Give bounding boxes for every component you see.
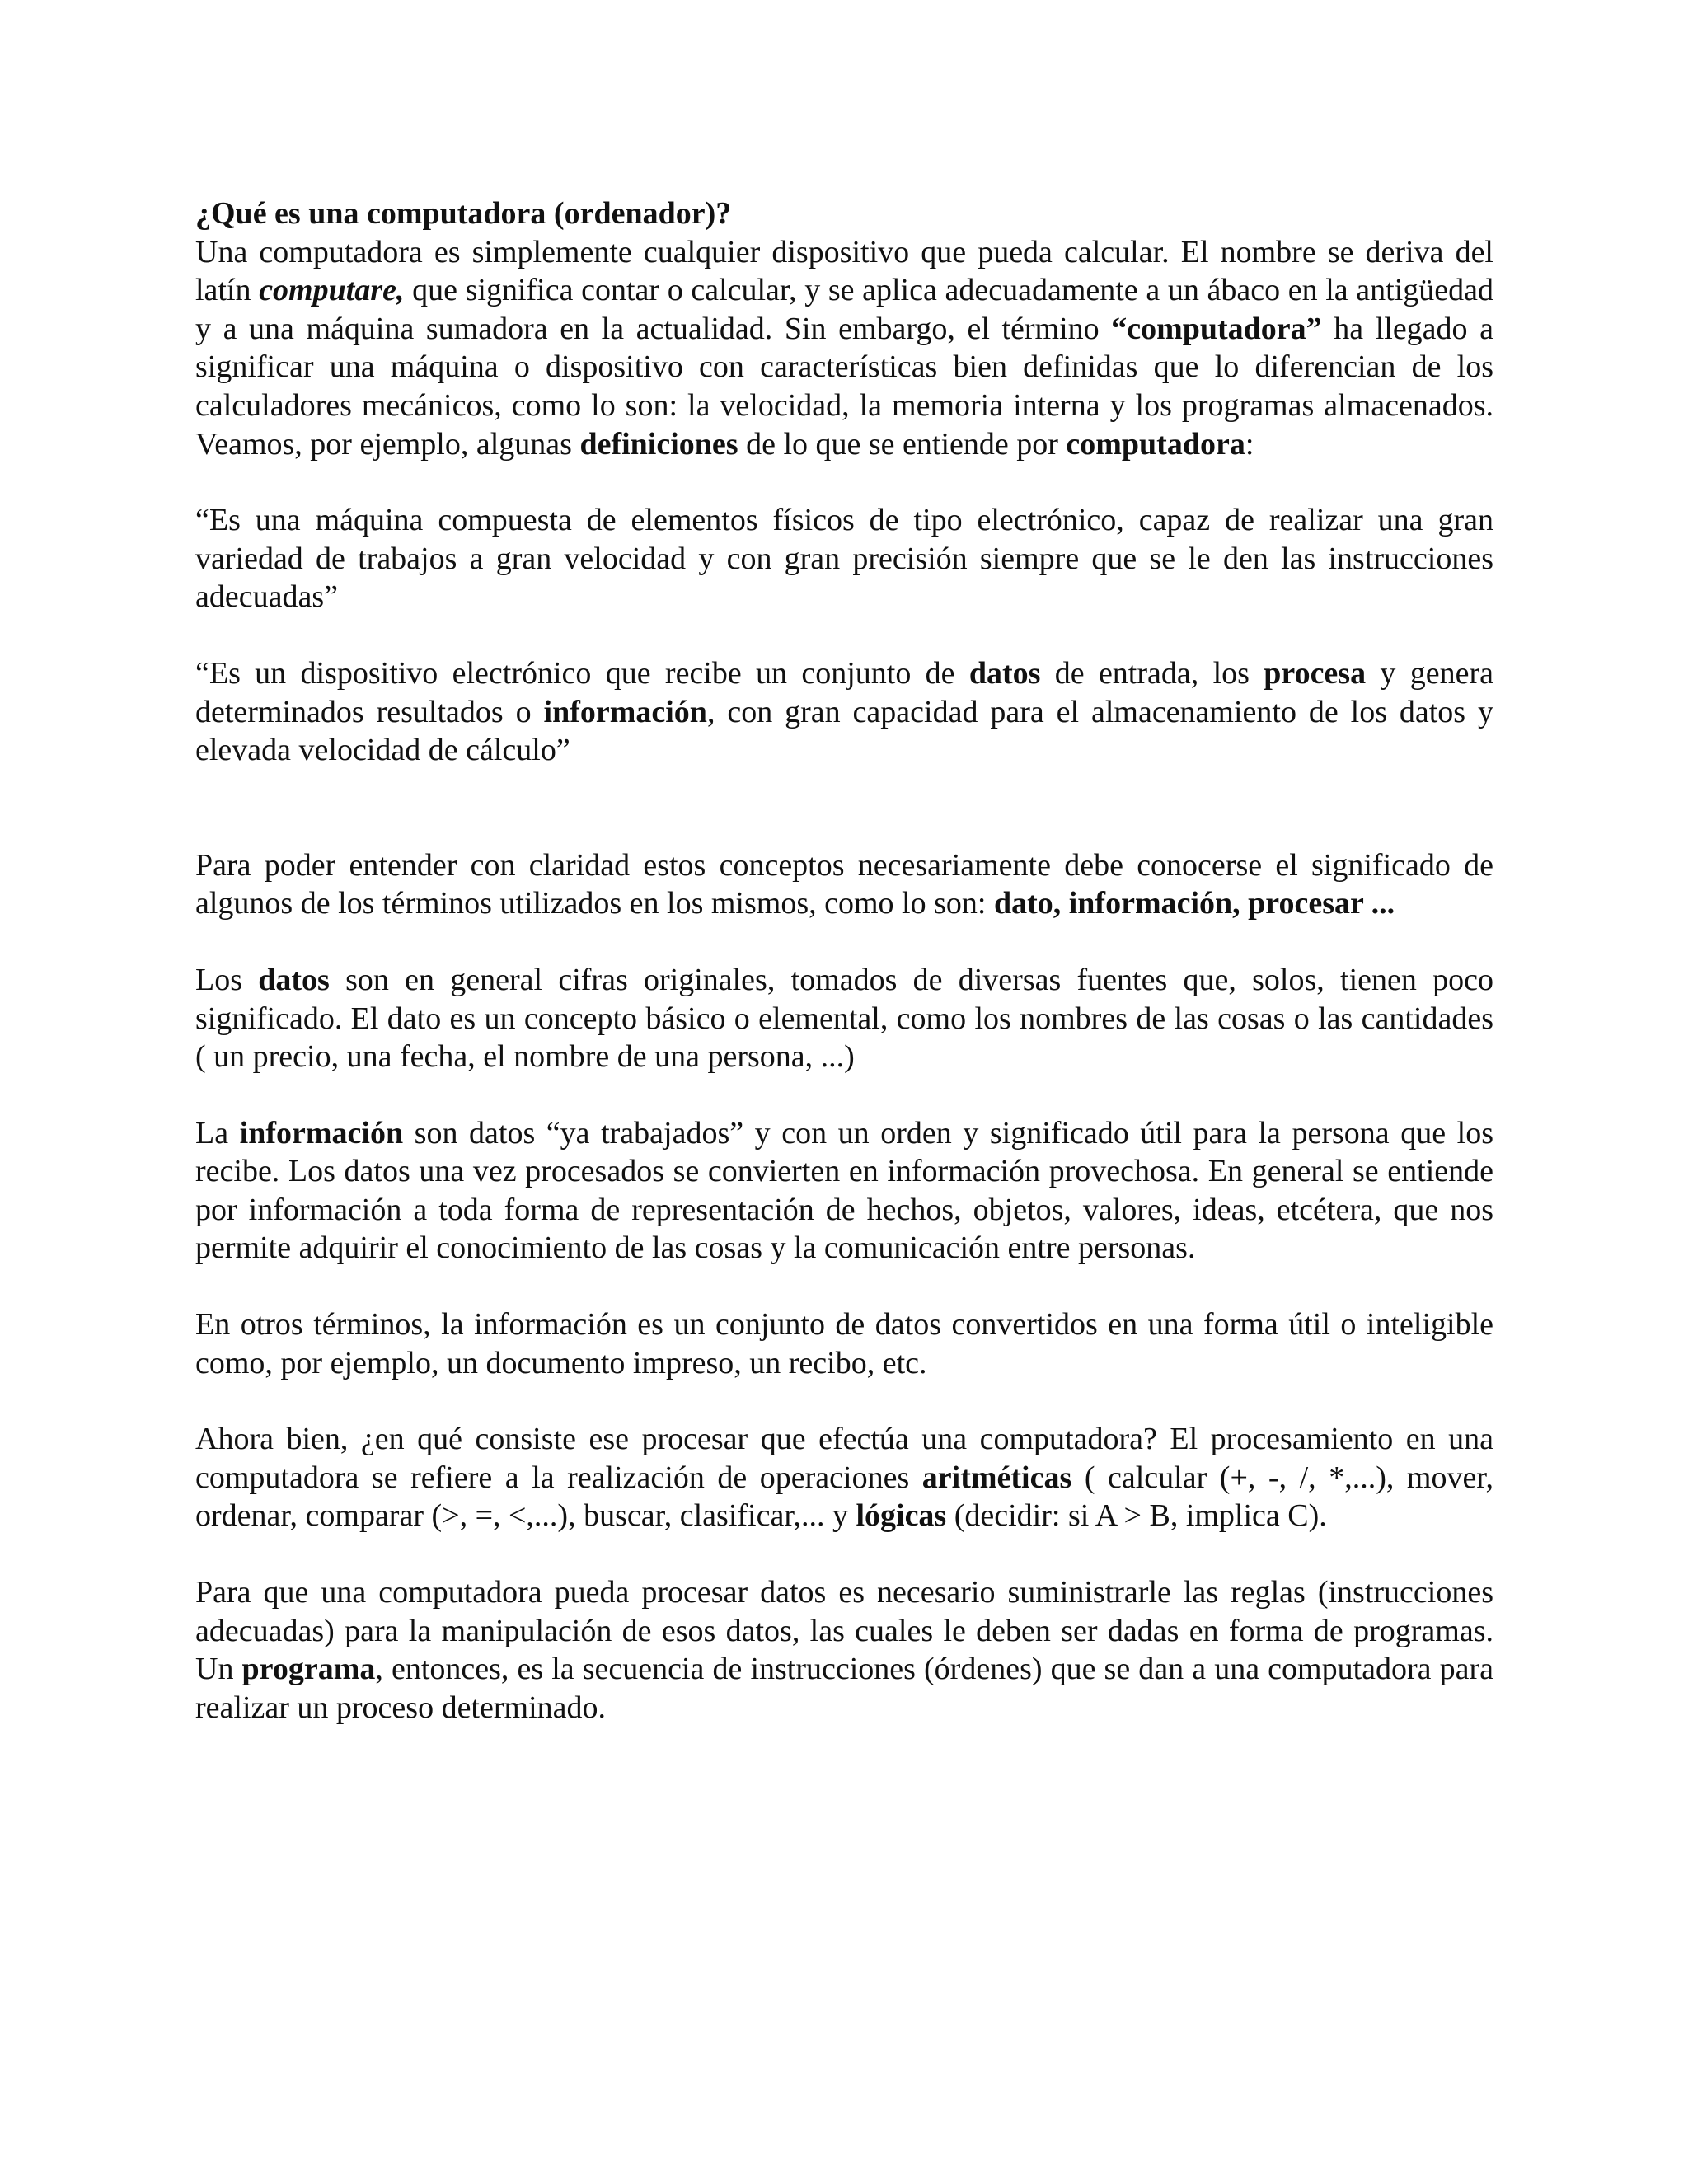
text-run: Para poder entender con claridad estos conceptos necesariamente debe conocerse el significado de algunos de los términos utilizados en los mismos, como lo son: [195,847,1493,921]
paragraph-terms [195,846,1493,923]
definition-quote-2 [195,654,1493,770]
paragraph-datos [195,961,1493,1076]
text-run: (decidir: si A > B, implica C). [946,1498,1327,1534]
definition-quote-1: “Es una máquina compuesta de elementos físicos de tipo electrónico, capaz de realizar una gran variedad de trabajos a gran velocidad y con gran precisión siempre que se le den las instrucciones adecuadas” [195,503,1493,615]
text-run: Una computadora es simplemente cualquier dispositivo que pueda calcular. El nombre se deriva del latín [195,234,1493,308]
bold-italic-term: computare, [259,273,405,308]
paragraph-procesar [195,1420,1493,1535]
bold-term: definiciones [579,426,738,462]
paragraph-otros-terminos: En otros términos, la información es un conjunto de datos convertidos en una forma útil o inteligible como, por ejemplo, un documento impreso, un recibo, etc. [195,1307,1493,1380]
paragraph-intro [195,233,1493,464]
text-run: son datos “ya trabajados” y con un orden y significado útil para la persona que los recibe. Los datos una vez procesados se convierten en información provechosa. En general se entiende por información a toda forma de representación de hechos, objetos, valores, ideas, etcétera, que nos permite adquirir el conocimiento de las cosas y la comunicación entre personas. [195,1115,1494,1266]
text-run: Los [195,962,259,997]
document-body [195,194,1493,1727]
bold-term: información [543,694,707,729]
text-run: de lo que se entiende por [738,426,1067,462]
bold-term: lógicas [856,1498,947,1534]
text-run: son en general cifras originales, tomados de diversas fuentes que, solos, tienen poco significado. El dato es un concepto básico o elemental, como los nombres de las cosas o las cantidades ( un precio, una fecha, el nombre de una persona, ...) [195,962,1493,1075]
text-run: Para que una computadora pueda procesar datos es necesario suministrarle las reglas (instrucciones adecuadas) para la manipulación de esos datos, las cuales le deben ser dadas en forma de programas. Un [195,1575,1493,1687]
bold-term: aritméticas [921,1460,1072,1495]
bold-term: información [239,1115,404,1151]
text-run: “Es un dispositivo electrónico que recibe un conjunto de [195,655,969,691]
paragraph-programa [195,1573,1493,1727]
text-run: La [195,1115,240,1151]
paragraph-informacion [195,1114,1493,1268]
bold-term: dato, información, procesar ... [993,886,1395,921]
text-run: , entonces, es la secuencia de instrucciones (órdenes) que se dan a una computadora para realizar un proceso determinado. [195,1652,1493,1725]
text-run: ( calcular (+, -, /, *,...), mover, ordenar, comparar (>, =, <,...), buscar, clasificar,... y [195,1460,1493,1534]
text-run: y genera determinados resultados o [195,655,1493,729]
bold-term: “computadora” [1111,311,1322,346]
text-run: : [1245,426,1254,462]
text-run: que significa contar o calcular, y se aplica adecuadamente a un ábaco en la antigüedad y a una máquina sumadora en la actualidad. Sin embargo, el término [195,273,1493,346]
text-run: Ahora bien, ¿en qué consiste ese procesar que efectúa una computadora? El procesamiento en una computadora se refiere a la realización de operaciones [195,1422,1493,1495]
bold-term: datos [258,962,330,997]
text-run: , con gran capacidad para el almacenamiento de los datos y elevada velocidad de cálculo” [195,694,1493,768]
text-run: de entrada, los [1040,655,1264,691]
bold-term: procesa [1264,655,1367,691]
document-title: ¿Qué es una computadora (ordenador)? [195,196,732,231]
bold-term: programa [241,1652,376,1687]
bold-term: computadora [1066,426,1245,462]
text-run: ha llegado a significar una máquina o dispositivo con características bien definidas que lo diferencian de los calculadores mecánicos, como lo son: la velocidad, la memoria interna y los programas almacenados. Veamos, por ejemplo, algunas [195,311,1493,462]
bold-term: datos [968,655,1041,691]
